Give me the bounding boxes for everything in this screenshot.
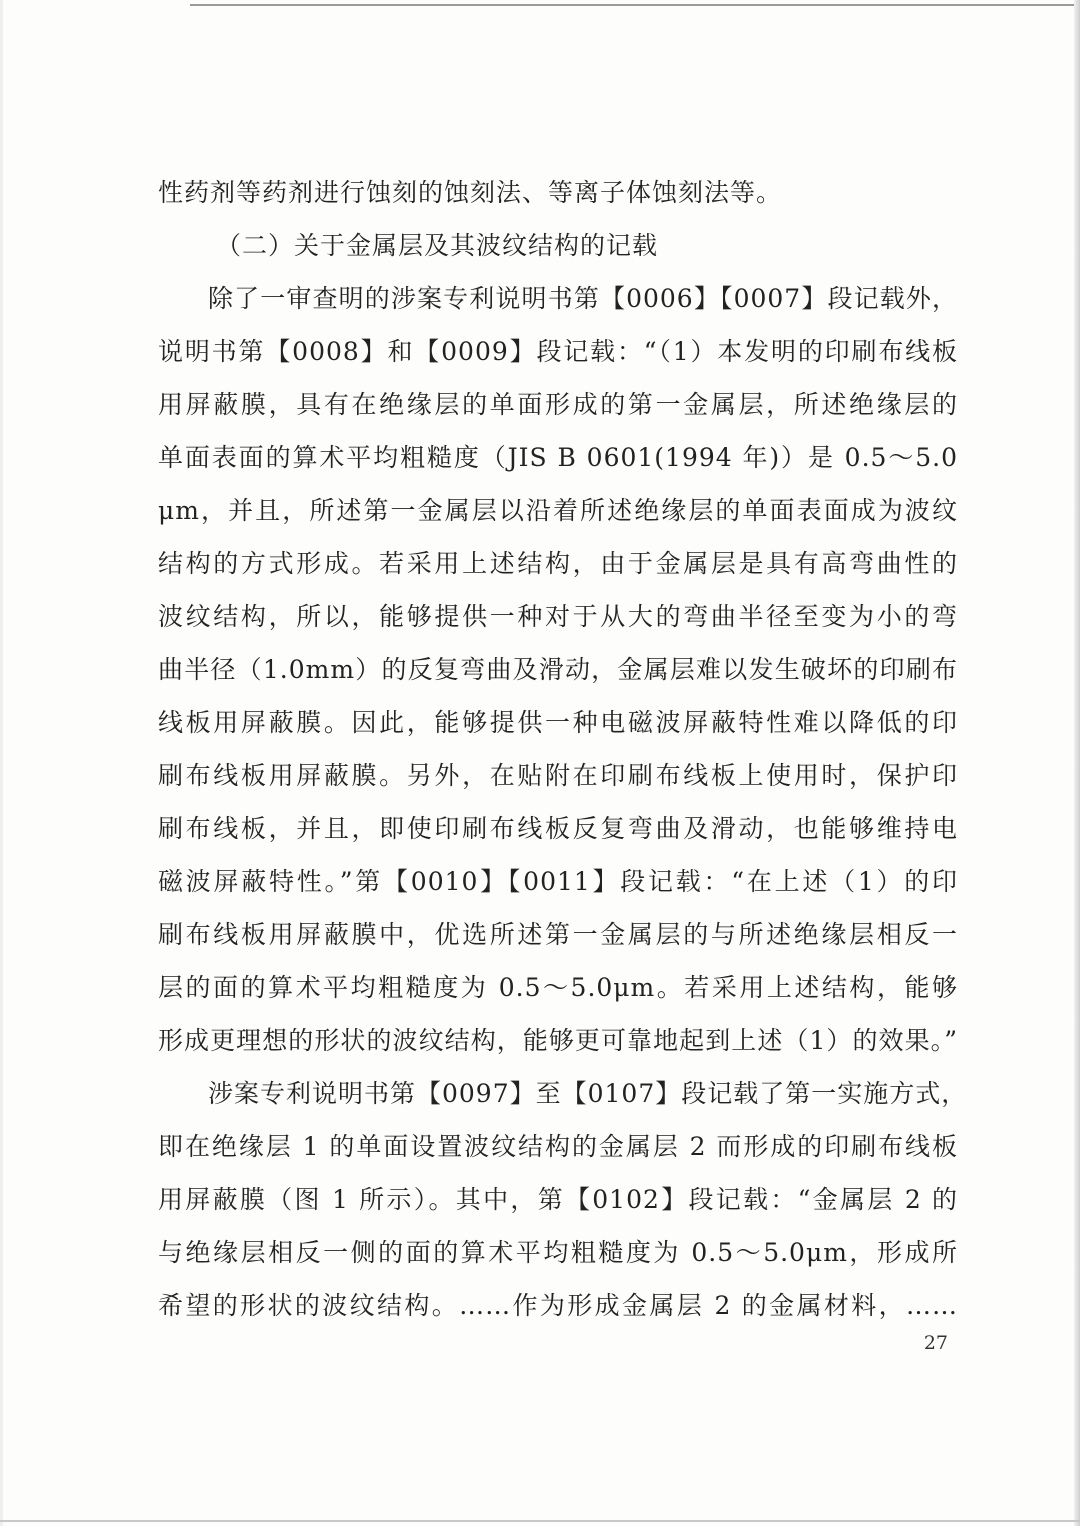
text-line: 性药剂等药剂进行蚀刻的蚀刻法、等离子体蚀刻法等。 — [158, 178, 783, 207]
text-line: 曲半径（1.0mm）的反复弯曲及滑动，金属层难以发生破坏的印刷布 — [158, 655, 958, 684]
text-line: 磁波屏蔽特性。”第【0010】【0011】段记载：“在上述（1）的印 — [158, 867, 958, 896]
text-line: 用屏蔽膜，具有在绝缘层的单面形成的第一金属层，所述绝缘层的 — [158, 390, 958, 419]
text-line: 层的面的算术平均粗糙度为 0.5～5.0μm。若采用上述结构，能够 — [158, 973, 958, 1002]
text-line: 刷布线板，并且，即使印刷布线板反复弯曲及滑动，也能够维持电 — [158, 814, 958, 843]
text-line: 形成更理想的形状的波纹结构，能够更可靠地起到上述（1）的效果。” — [158, 1026, 958, 1055]
text-line: 刷布线板用屏蔽膜中，优选所述第一金属层的与所述绝缘层相反一 — [158, 920, 958, 949]
text-line: 希望的形状的波纹结构。……作为形成金属层 2 的金属材料，…… — [158, 1291, 958, 1320]
text-line: 说明书第【0008】和【0009】段记载：“（1）本发明的印刷布线板 — [158, 337, 958, 366]
text-line: 线板用屏蔽膜。因此，能够提供一种电磁波屏蔽特性难以降低的印 — [158, 708, 958, 737]
section-heading: （二）关于金属层及其波纹结构的记载 — [216, 231, 659, 260]
text-line: 除了一审查明的涉案专利说明书第【0006】【0007】段记载外， — [208, 284, 958, 313]
scan-edge-right — [1074, 0, 1080, 1526]
scan-edge-bottom — [0, 1520, 1080, 1522]
text-line: 涉案专利说明书第【0097】至【0107】段记载了第一实施方式， — [208, 1079, 968, 1108]
page-number: 27 — [923, 1332, 948, 1354]
scan-edge-left — [0, 0, 3, 1526]
text-line: μm，并且，所述第一金属层以沿着所述绝缘层的单面表面成为波纹 — [158, 496, 958, 525]
text-line: 波纹结构，所以，能够提供一种对于从大的弯曲半径至变为小的弯 — [158, 602, 958, 631]
text-line: 用屏蔽膜（图 1 所示）。其中，第【0102】段记载：“金属层 2 的 — [158, 1185, 958, 1214]
text-line: 刷布线板用屏蔽膜。另外，在贴附在印刷布线板上使用时，保护印 — [158, 761, 958, 790]
text-line: 与绝缘层相反一侧的面的算术平均粗糙度为 0.5～5.0μm，形成所 — [158, 1238, 958, 1267]
body-text — [158, 166, 968, 1332]
text-line: 即在绝缘层 1 的单面设置波纹结构的金属层 2 而形成的印刷布线板 — [158, 1132, 958, 1161]
text-line: 结构的方式形成。若采用上述结构，由于金属层是具有高弯曲性的 — [158, 549, 958, 578]
scan-edge-top — [190, 4, 1080, 6]
text-line: 单面表面的算术平均粗糙度（JIS B 0601(1994 年)）是 0.5～5.0 — [158, 443, 958, 472]
